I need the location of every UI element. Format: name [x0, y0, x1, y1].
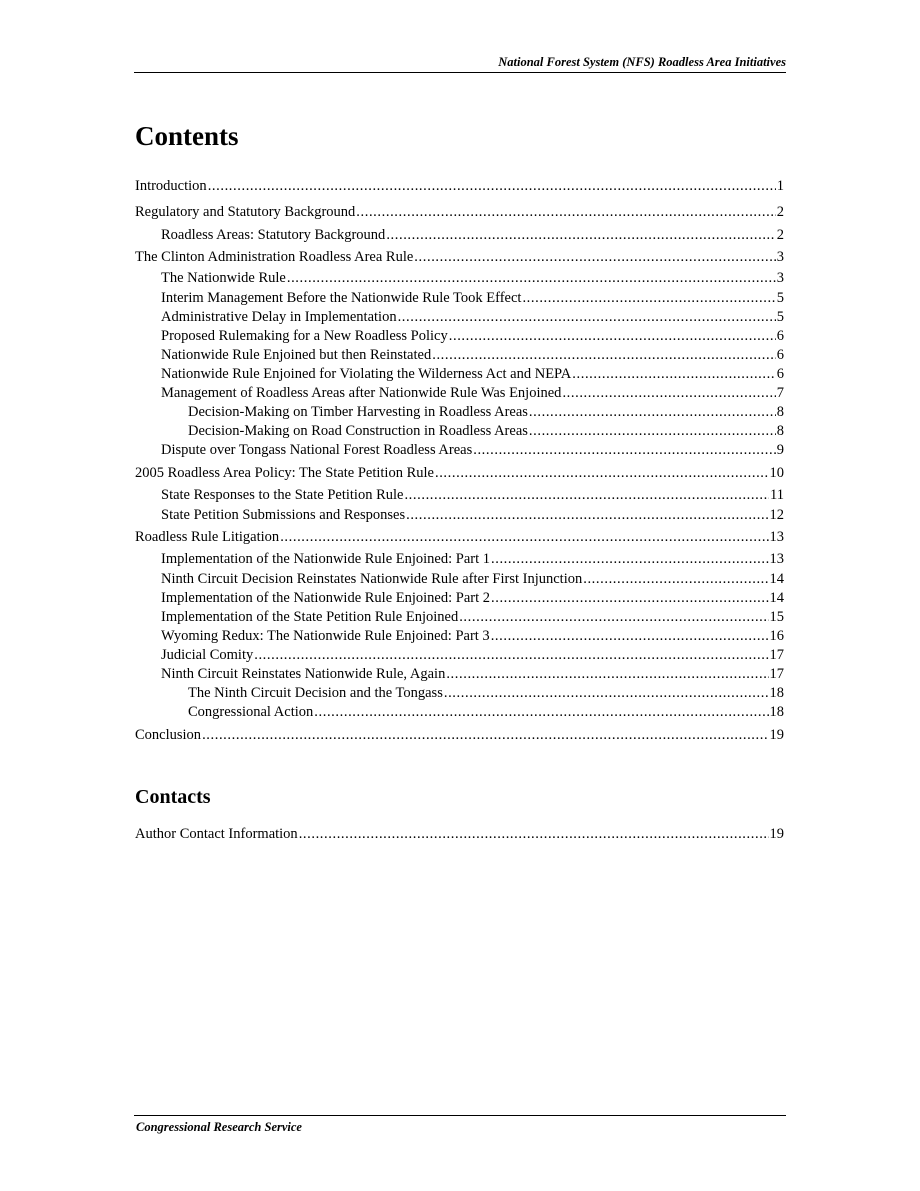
toc-entry[interactable] [135, 403, 784, 422]
toc-entry-title: 2005 Roadless Area Policy: The State Petition Rule [135, 465, 434, 481]
toc-entry[interactable] [135, 589, 784, 608]
dot-leader [280, 528, 768, 547]
toc-entry-title: Administrative Delay in Implementation [161, 309, 397, 325]
toc-entry-title: The Clinton Administration Roadless Area Rule [135, 249, 414, 265]
running-footer: Congressional Research Service [136, 1120, 302, 1134]
toc-entry-title: Ninth Circuit Reinstates Nationwide Rule, Again [161, 666, 446, 682]
dot-leader [491, 627, 769, 646]
toc-entry-page-number: 2 [776, 227, 784, 243]
dot-leader [254, 646, 768, 665]
toc-entry[interactable] [135, 646, 784, 665]
toc-entry-page-number: 11 [770, 487, 784, 503]
toc-entry-title: Decision-Making on Timber Harvesting in Roadless Areas [188, 404, 528, 420]
toc-entry-page-number: 19 [769, 826, 784, 842]
toc-entry-page-number: 2 [776, 204, 784, 220]
toc-entry[interactable] [135, 441, 784, 460]
dot-leader [208, 177, 776, 196]
toc-entry-title: Roadless Rule Litigation [135, 529, 280, 545]
toc-entry[interactable] [135, 726, 784, 745]
toc-entry-title: Management of Roadless Areas after Nationwide Rule Was Enjoined [161, 385, 562, 401]
toc-entry-page-number: 19 [769, 727, 784, 743]
dot-leader [572, 365, 775, 384]
dot-leader [583, 570, 768, 589]
dot-leader [562, 384, 775, 403]
dot-leader [491, 550, 769, 569]
toc-entry-title: Regulatory and Statutory Background [135, 204, 356, 220]
toc-entry-page-number: 12 [769, 507, 784, 523]
toc-entry[interactable] [135, 684, 784, 703]
toc-entry-page-number: 3 [776, 270, 784, 286]
dot-leader [406, 506, 768, 525]
toc-entry[interactable] [135, 570, 784, 589]
toc-entry-page-number: 16 [769, 628, 784, 644]
dot-leader [529, 403, 776, 422]
toc-entry[interactable] [135, 627, 784, 646]
toc-entry[interactable] [135, 825, 784, 844]
toc-entry-title: Implementation of the Nationwide Rule Enjoined: Part 1 [161, 551, 490, 567]
toc-entry-page-number: 18 [769, 704, 784, 720]
header-divider [134, 72, 786, 73]
toc-entry-title: Wyoming Redux: The Nationwide Rule Enjoined: Part 3 [161, 628, 490, 644]
dot-leader [356, 203, 775, 222]
dot-leader [386, 226, 775, 245]
toc-entry[interactable] [135, 327, 784, 346]
dot-leader [491, 589, 769, 608]
toc-entry[interactable] [135, 384, 784, 403]
toc-entry-title: Decision-Making on Road Construction in Roadless Areas [188, 423, 528, 439]
toc-entry[interactable] [135, 365, 784, 384]
toc-entry-page-number: 14 [769, 571, 784, 587]
contents-heading: Contents [135, 121, 239, 151]
toc-entry-title: Implementation of the Nationwide Rule Enjoined: Part 2 [161, 590, 490, 606]
toc-entry[interactable] [135, 703, 784, 722]
toc-entry[interactable] [135, 269, 784, 288]
toc-entry-title: State Petition Submissions and Responses [161, 507, 406, 523]
toc-entry-title: State Responses to the State Petition Rule [161, 487, 404, 503]
toc-entry-title: Introduction [135, 178, 207, 194]
toc-entry-page-number: 8 [776, 423, 784, 439]
toc-entry[interactable] [135, 346, 784, 365]
dot-leader [435, 464, 769, 483]
toc-entry-page-number: 13 [769, 529, 784, 545]
toc-entry-title: Proposed Rulemaking for a New Roadless Policy [161, 328, 448, 344]
toc-entry-page-number: 5 [776, 309, 784, 325]
toc-entry-title: Author Contact Information [135, 826, 298, 842]
toc-entry[interactable] [135, 226, 784, 245]
toc-entry-title: Conclusion [135, 727, 202, 743]
toc-entry[interactable] [135, 550, 784, 569]
toc-entry-title: Interim Management Before the Nationwide Rule Took Effect [161, 290, 522, 306]
toc-entry[interactable] [135, 177, 784, 196]
dot-leader [444, 684, 769, 703]
toc-entry[interactable] [135, 608, 784, 627]
dot-leader [299, 825, 769, 844]
toc-entry[interactable] [135, 665, 784, 684]
dot-leader [202, 726, 768, 745]
toc-entry[interactable] [135, 528, 784, 547]
dot-leader [404, 486, 769, 505]
toc-entry-title: Implementation of the State Petition Rule Enjoined [161, 609, 459, 625]
dot-leader [529, 422, 776, 441]
running-header: National Forest System (NFS) Roadless Area Initiatives [498, 55, 786, 69]
dot-leader [473, 441, 776, 460]
toc-entry-page-number: 9 [776, 442, 784, 458]
toc-entry[interactable] [135, 464, 784, 483]
toc-entry-page-number: 1 [776, 178, 784, 194]
toc-entry-page-number: 6 [776, 328, 784, 344]
toc-entry-title: Congressional Action [188, 704, 314, 720]
toc-entry-page-number: 10 [769, 465, 784, 481]
toc-entry[interactable] [135, 308, 784, 327]
dot-leader [398, 308, 776, 327]
toc-entry[interactable] [135, 422, 784, 441]
toc-entry-title: The Nationwide Rule [161, 270, 286, 286]
contacts-heading: Contacts [135, 786, 211, 808]
toc-entry-title: Roadless Areas: Statutory Background [161, 227, 386, 243]
toc-entry-page-number: 17 [769, 666, 784, 682]
toc-entry-page-number: 13 [769, 551, 784, 567]
dot-leader [449, 327, 776, 346]
dot-leader [314, 703, 768, 722]
toc-entry[interactable] [135, 289, 784, 308]
toc-entry-page-number: 6 [776, 347, 784, 363]
toc-entry-title: Nationwide Rule Enjoined but then Reinstated [161, 347, 432, 363]
toc-entry-title: Nationwide Rule Enjoined for Violating the Wilderness Act and NEPA [161, 366, 572, 382]
toc-entry-page-number: 5 [776, 290, 784, 306]
toc-entry-title: Dispute over Tongass National Forest Roadless Areas [161, 442, 473, 458]
toc-entry[interactable] [135, 203, 784, 222]
footer-divider [134, 1115, 786, 1116]
toc-entry-title: Ninth Circuit Decision Reinstates Nationwide Rule after First Injunction [161, 571, 583, 587]
toc-entry-page-number: 7 [776, 385, 784, 401]
dot-leader [414, 248, 775, 267]
dot-leader [287, 269, 776, 288]
toc-entry-page-number: 3 [776, 249, 784, 265]
dot-leader [459, 608, 768, 627]
toc-entry-title: The Ninth Circuit Decision and the Tongass [188, 685, 443, 701]
toc-entry[interactable] [135, 486, 784, 505]
toc-entry-title: Judicial Comity [161, 647, 254, 663]
toc-entry[interactable] [135, 506, 784, 525]
toc-entry-page-number: 17 [769, 647, 784, 663]
toc-entry-page-number: 15 [769, 609, 784, 625]
dot-leader [446, 665, 768, 684]
toc-entry-page-number: 18 [769, 685, 784, 701]
dot-leader [522, 289, 775, 308]
toc-entry-page-number: 8 [776, 404, 784, 420]
toc-entry-page-number: 14 [769, 590, 784, 606]
dot-leader [432, 346, 776, 365]
toc-entry-page-number: 6 [776, 366, 784, 382]
toc-entry[interactable] [135, 248, 784, 267]
